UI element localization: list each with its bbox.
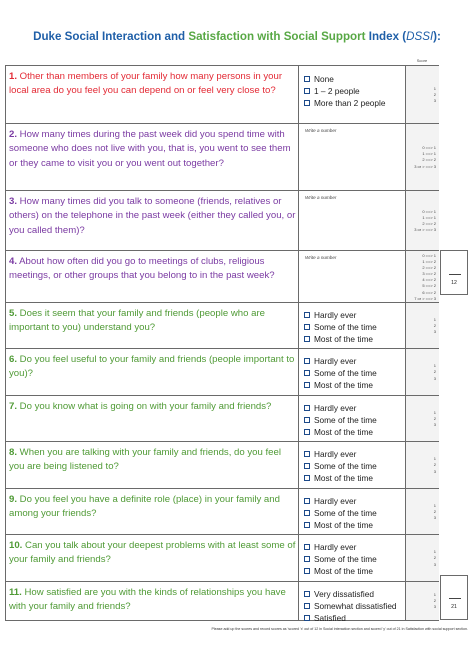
score-code: 3 [433,422,436,428]
answer-option[interactable] [304,612,397,624]
answer-option[interactable] [304,321,377,333]
score-code: 1 [433,591,436,597]
question-label: Do you know what is going on with your family and friends? [17,401,272,412]
score-codes [434,317,436,335]
answer-options [304,448,377,485]
question-label: Can you talk about your deepest problems with at least some of your family and friends? [9,540,296,566]
option-label: Most of the time [314,334,374,345]
question-text [9,586,296,615]
score-code: 3 [433,329,436,335]
answer-cell [298,582,406,624]
option-label: Hardly ever [314,310,357,320]
score-code: 4 ==> 2 [422,277,436,283]
score-code: 2 [433,415,436,421]
question-row [6,191,438,251]
option-label: Hardly ever [314,542,357,552]
answer-cell [298,303,406,348]
answer-option[interactable] [304,600,397,612]
satisfaction-subtotal-max: 21 [451,604,457,610]
score-code: 7 or > ==> 3 [414,295,436,301]
score-code: 3 or > ==> 3 [414,163,436,169]
score-code: 1 ==> 1 [422,151,436,157]
option-label: Some of the time [314,368,377,379]
checkbox[interactable] [304,451,310,457]
question-number: 6. [9,354,18,365]
answer-option[interactable] [304,379,377,391]
answer-options [304,541,377,578]
score-code: 3 [433,375,436,381]
score-codes [414,145,436,169]
answer-option[interactable] [304,355,377,367]
checkbox[interactable] [304,100,310,106]
score-code: 5 ==> 2 [422,283,436,289]
option-label: Hardly ever [314,403,357,413]
score-codes [414,253,436,302]
score-code: 1 [433,502,436,508]
answer-cell [298,66,406,123]
score-code: 2 ==> 2 [422,220,436,226]
score-cell [405,535,439,581]
write-number-field[interactable]: Write a number [305,195,337,200]
score-code: 1 ==> 2 [422,259,436,265]
answer-option[interactable] [304,495,377,507]
score-code: 0 ==> 1 [422,145,436,151]
option-label: Most of the time [314,427,374,438]
question-number: 10. [9,540,23,551]
checkbox[interactable] [304,615,310,621]
question-text [9,195,296,238]
question-number: 2. [9,129,18,140]
score-code: 3 [433,604,436,610]
score-code: 6 ==> 2 [422,289,436,295]
title-part: DSSI [406,30,434,43]
option-label: 1 – 2 people [314,86,360,97]
score-code: 3 [433,515,436,521]
answer-option[interactable] [304,519,377,531]
question-number: 9. [9,494,18,505]
checkbox[interactable] [304,312,310,318]
checkbox[interactable] [304,76,310,82]
score-code: 1 [433,409,436,415]
checkbox[interactable] [304,463,310,469]
checkbox[interactable] [304,475,310,481]
option-label: Most of the time [314,473,374,484]
answer-cell [298,442,406,488]
page-title [0,30,474,43]
checkbox[interactable] [304,88,310,94]
question-number: 7. [9,401,18,412]
option-label: Hardly ever [314,496,357,506]
answer-option[interactable] [304,414,377,426]
option-label: Somewhat dissatisfied [314,601,397,612]
score-column-header: Score [416,58,428,63]
question-row [6,442,438,489]
option-label: Hardly ever [314,356,357,366]
score-cell [405,489,439,534]
answer-options [304,588,397,625]
answer-cell [298,535,406,581]
score-code: 1 [433,85,436,91]
question-text [9,255,296,284]
question-label: How many times did you talk to someone (friends, relatives or others) on the telephone in the past week (either they called you, or you called them)? [9,196,296,236]
score-codes [434,363,436,381]
answer-options [304,309,377,346]
question-text [9,539,296,568]
checkbox[interactable] [304,522,310,528]
answer-cell [298,124,406,190]
checkbox[interactable] [304,358,310,364]
answer-option[interactable] [304,588,397,600]
score-code: 2 ==> 2 [422,157,436,163]
option-label: Most of the time [314,380,374,391]
score-code: 1 [433,549,436,555]
question-label: Do you feel you have a definite role (place) in your family and among your friends? [9,494,280,520]
score-cell [405,303,439,348]
score-cell [405,396,439,441]
question-label: Do you feel useful to your family and friends (people important to you)? [9,354,295,380]
question-label: How many times during the past week did you spend time with someone who does not live with you, that is, you went to see them or they came to visit you or you went out together? [9,129,291,169]
score-code: 2 ==> 2 [422,265,436,271]
question-row [6,396,438,442]
option-label: Some of the time [314,508,377,519]
question-number: 4. [9,256,18,267]
satisfaction-subtotal-box [440,575,468,620]
question-row [6,303,438,349]
write-number-field[interactable]: Write a number [305,255,337,260]
checkbox[interactable] [304,336,310,342]
checkbox[interactable] [304,556,310,562]
question-text [9,493,296,522]
answer-options [304,402,377,439]
answer-cell [298,489,406,534]
question-text [9,446,296,475]
question-row [6,124,438,191]
write-number-field[interactable]: Write a number [305,128,337,133]
questionnaire-table [5,65,439,624]
question-row [6,582,438,624]
score-code: 1 [433,363,436,369]
answer-option[interactable] [304,541,377,553]
question-row [6,489,438,535]
answer-option[interactable] [304,565,377,577]
score-code: 3 [433,98,436,104]
score-code: 2 [433,462,436,468]
checkbox[interactable] [304,544,310,550]
question-row [6,251,438,303]
checkbox[interactable] [304,382,310,388]
option-label: Satisfied [314,613,346,624]
question-row [6,349,438,396]
option-label: Some of the time [314,461,377,472]
answer-option[interactable] [304,426,377,438]
question-label: When you are talking with your family and friends, do you feel you are being listened to? [9,447,281,473]
question-label: Does it seem that your family and friends (people who are important to you) understand you? [9,308,265,334]
score-cell [405,582,439,620]
option-label: More than 2 people [314,98,386,109]
score-code: 2 [433,91,436,97]
title-part: and [161,30,189,43]
score-codes [434,592,436,610]
score-cell [405,251,439,302]
option-label: Very dissatisfied [314,589,374,599]
score-code: 2 [433,508,436,514]
option-label: None [314,74,334,84]
question-text [9,400,296,414]
question-label: About how often did you go to meetings of clubs, religious meetings, or other groups that you belong to in the past week? [9,256,275,282]
score-code: 2 [433,597,436,603]
checkbox[interactable] [304,498,310,504]
checkbox[interactable] [304,510,310,516]
score-code: 3 or > ==> 3 [414,227,436,233]
checkbox[interactable] [304,429,310,435]
title-part: Index ( [365,30,407,43]
answer-option[interactable] [304,460,377,472]
interaction-subtotal-box [440,250,468,295]
answer-option[interactable] [304,97,386,109]
question-number: 1. [9,71,18,82]
score-codes [434,549,436,567]
answer-option[interactable] [304,333,377,345]
option-label: Some of the time [314,322,377,333]
answer-option[interactable] [304,507,377,519]
score-codes [434,456,436,474]
checkbox[interactable] [304,370,310,376]
answer-option[interactable] [304,73,386,85]
checkbox[interactable] [304,405,310,411]
checkbox[interactable] [304,417,310,423]
answer-option[interactable] [304,85,386,97]
question-number: 3. [9,196,18,207]
question-number: 8. [9,447,18,458]
question-text [9,128,296,171]
answer-option[interactable] [304,309,377,321]
answer-options [304,495,377,532]
score-code: 3 ==> 2 [422,271,436,277]
score-codes [434,86,436,104]
score-cell [405,191,439,250]
option-label: Hardly ever [314,449,357,459]
score-codes [434,410,436,428]
answer-cell [298,349,406,395]
checkbox[interactable] [304,568,310,574]
question-number: 11. [9,587,22,598]
score-cell [405,124,439,190]
title-part: Duke Social Interaction [33,30,162,43]
checkbox[interactable] [304,603,310,609]
score-code: 1 [433,456,436,462]
score-cell [405,66,439,123]
answer-option[interactable] [304,367,377,379]
option-label: Some of the time [314,415,377,426]
score-code: 2 [433,555,436,561]
title-part: Satisfaction with Social Support [188,30,366,43]
score-cell [405,442,439,488]
question-text [9,307,296,336]
answer-cell [298,396,406,441]
option-label: Most of the time [314,520,374,531]
checkbox[interactable] [304,324,310,330]
score-code: 1 ==> 1 [422,214,436,220]
score-code: 1 [433,316,436,322]
question-label: How satisfied are you with the kinds of relationships you have with your family and friends? [9,587,286,613]
score-codes [414,209,436,233]
question-label: Other than members of your family how many persons in your local area do you feel you can depend on or feel very close to? [9,71,283,97]
option-label: Most of the time [314,566,374,577]
question-text [9,353,296,382]
score-code: 3 [433,468,436,474]
question-row [6,535,438,582]
subtotal-blank [449,598,461,599]
subtotal-blank [449,274,461,275]
score-code: 2 [433,369,436,375]
interaction-subtotal-max: 12 [451,280,457,286]
question-number: 5. [9,308,18,319]
question-text [9,70,296,99]
checkbox[interactable] [304,591,310,597]
answer-options [304,73,386,110]
option-label: Some of the time [314,554,377,565]
score-cell [405,349,439,395]
answer-option[interactable] [304,553,377,565]
score-codes [434,503,436,521]
answer-option[interactable] [304,448,377,460]
answer-cell [298,191,406,250]
answer-option[interactable] [304,402,377,414]
answer-cell [298,251,406,302]
question-row [6,66,438,124]
footnote: Please add up the scores and record scores as 'scored 'x' out of 12 in Social interaction section and scored 'y' out of 21 in Satisfaction with social support section. [211,627,468,631]
score-code: 2 [433,322,436,328]
answer-option[interactable] [304,472,377,484]
answer-options [304,355,377,392]
title-part: ): [433,30,441,43]
score-code: 0 ==> 1 [422,208,436,214]
score-code: 3 [433,561,436,567]
score-code: 0 ==> 1 [422,253,436,258]
